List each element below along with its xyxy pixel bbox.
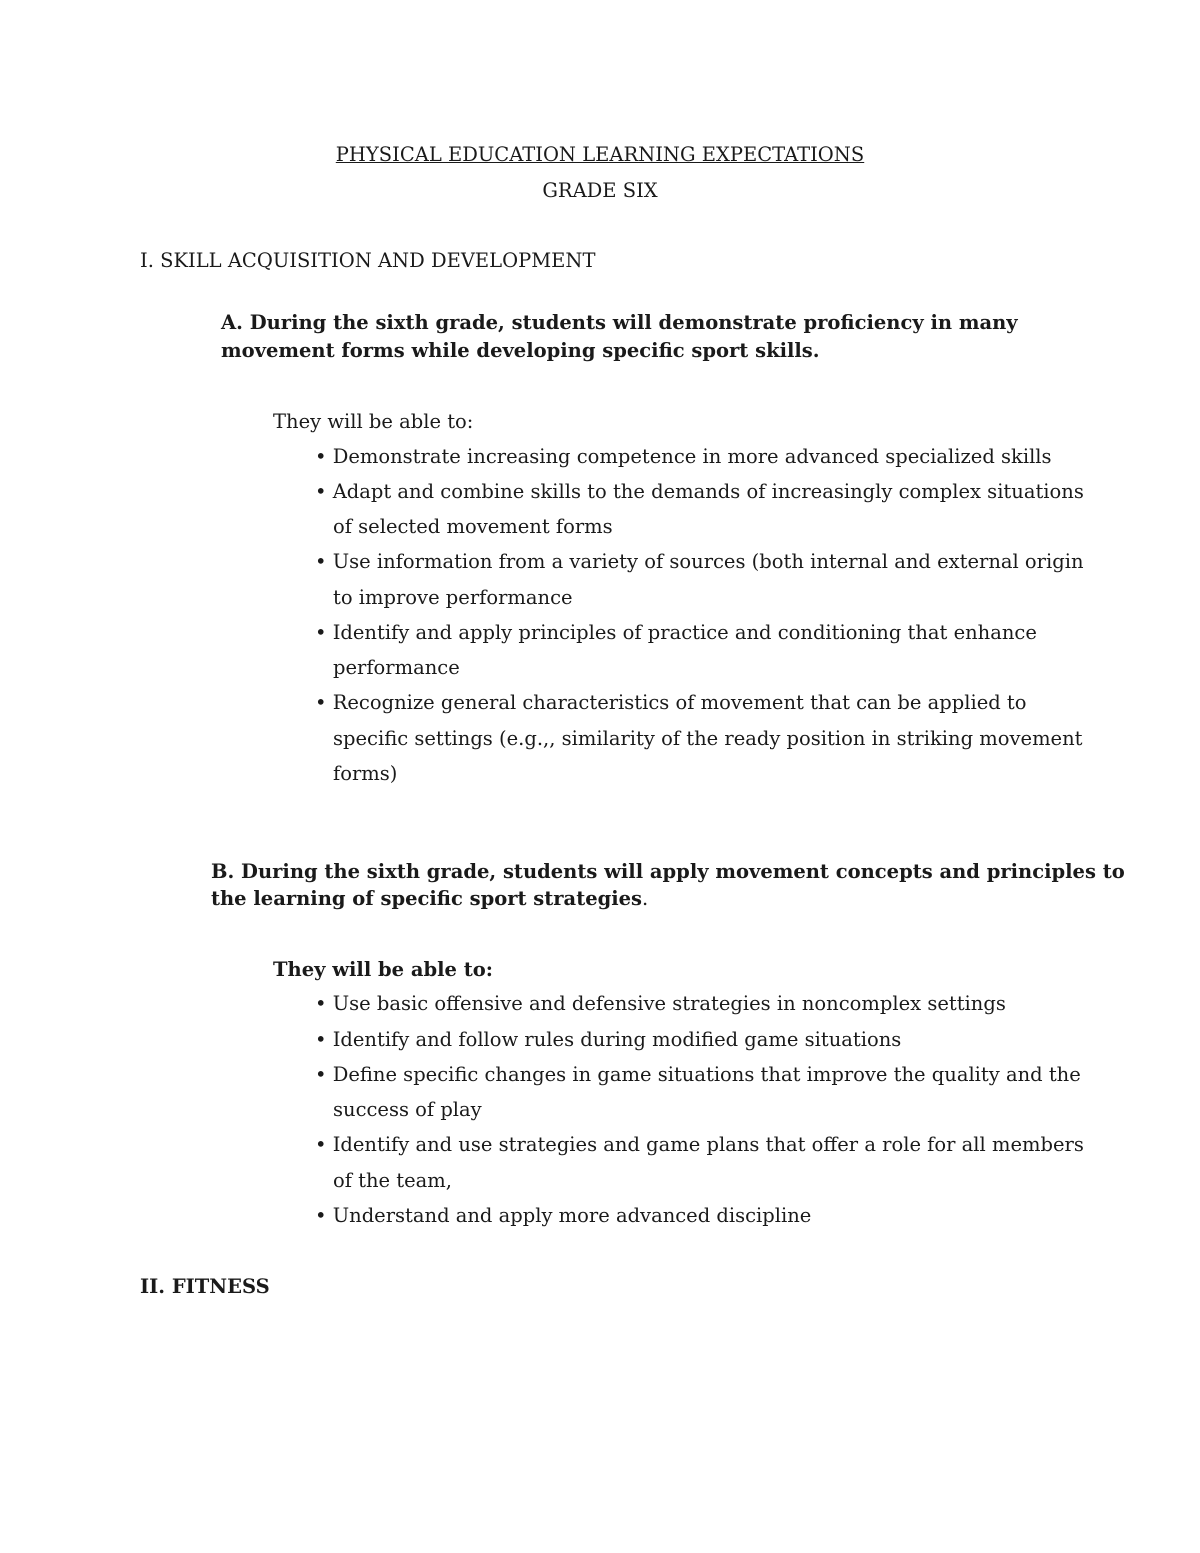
part-a-bullet-2: • Adapt and combine skills to the demands of increasingly complex situations (315, 482, 1084, 502)
part-b-bullet-2: • Identify and follow rules during modified game situations (315, 1030, 901, 1050)
part-b-bullet-4-cont: of the team, (333, 1169, 452, 1192)
part-a-bullet-3-cont: to improve performance (333, 586, 573, 609)
part-b-bullet-1: • Use basic offensive and defensive strategies in noncomplex settings (315, 994, 1006, 1014)
document-subtitle: GRADE SIX (542, 179, 658, 202)
part-a-bullet-5-cont-1: specific settings (e.g.,, similarity of the ready position in striking movement (333, 727, 1083, 750)
section-2-heading: II. FITNESS (140, 1275, 270, 1298)
part-b-statement-end: . (642, 887, 649, 910)
part-a-bullet-1: • Demonstrate increasing competence in more advanced specialized skills (315, 447, 1052, 467)
part-b-statement-line2-wrap (211, 889, 648, 909)
part-a-statement-line2: movement forms while developing specific sport skills. (221, 339, 820, 362)
part-b-statement-line1: B. During the sixth grade, students will apply movement concepts and principles to (211, 860, 1125, 883)
section-1-heading: I. SKILL ACQUISITION AND DEVELOPMENT (140, 249, 596, 272)
part-b-bullet-3: • Define specific changes in game situations that improve the quality and the (315, 1065, 1081, 1085)
part-a-bullet-5-cont-2: forms) (333, 762, 398, 785)
document-title: PHYSICAL EDUCATION LEARNING EXPECTATIONS (335, 143, 865, 166)
part-b-statement-line2: the learning of specific sport strategies (211, 887, 643, 910)
part-b-bullet-5: • Understand and apply more advanced discipline (315, 1206, 811, 1226)
part-b-bullet-3-cont: success of play (333, 1098, 482, 1121)
part-a-bullet-3: • Use information from a variety of sources (both internal and external origin (315, 552, 1084, 572)
part-a-lead-in: They will be able to: (273, 410, 474, 433)
part-a-statement-line1: A. During the sixth grade, students will demonstrate proficiency in many (221, 311, 1018, 334)
part-a-bullet-4: • Identify and apply principles of practice and conditioning that enhance (315, 623, 1037, 643)
part-a-bullet-2-cont: of selected movement forms (333, 515, 613, 538)
part-a-bullet-5: • Recognize general characteristics of movement that can be applied to (315, 693, 1027, 713)
part-b-bullet-4: • Identify and use strategies and game plans that offer a role for all members (315, 1135, 1084, 1155)
part-a-bullet-4-cont: performance (333, 656, 460, 679)
part-b-lead-in: They will be able to: (273, 958, 493, 981)
